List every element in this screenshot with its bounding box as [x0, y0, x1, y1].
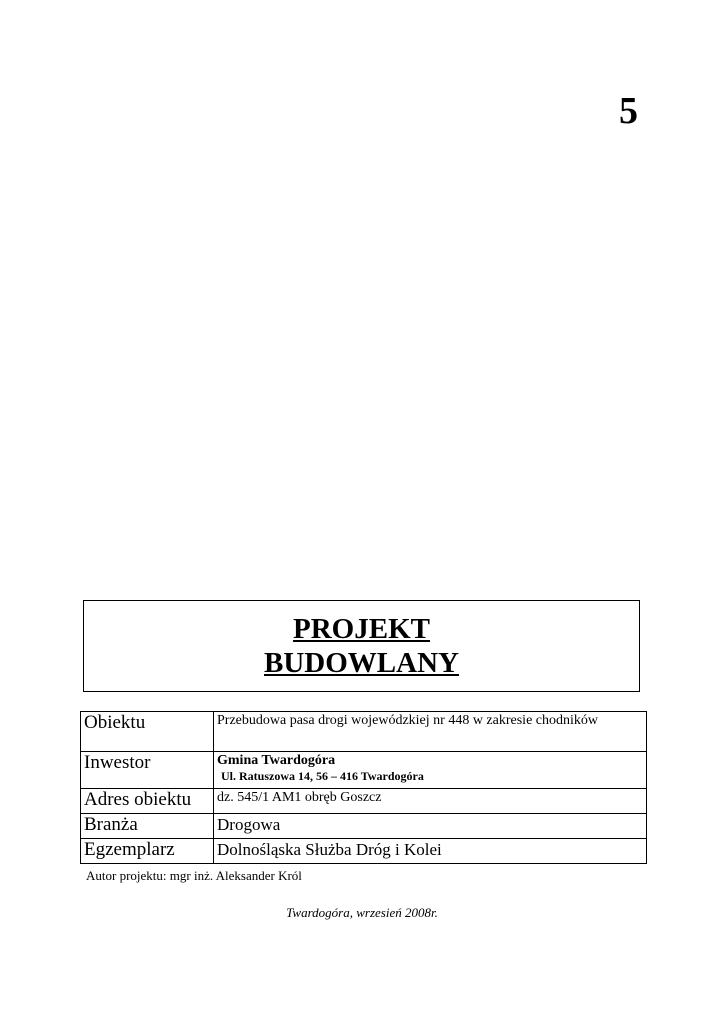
inwestor-name: Gmina Twardogóra	[217, 753, 336, 768]
inwestor-address: Ul. Ratuszowa 14, 56 – 416 Twardogóra	[221, 769, 424, 783]
table-row-obiektu	[81, 712, 647, 752]
value-inwestor	[214, 752, 647, 789]
place-date: Twardogóra, wrzesień 2008r.	[286, 905, 438, 920]
title-line-1: PROJEKT	[293, 613, 430, 645]
author-line: Autor projektu: mgr inż. Aleksander Król	[86, 868, 302, 883]
table-row-inwestor	[81, 752, 647, 789]
label-inwestor: Inwestor	[81, 752, 214, 789]
value-obiektu: Przebudowa pasa drogi wojewódzkiej nr 448 w zakresie chodników	[214, 712, 647, 752]
label-branza: Branża	[81, 814, 214, 839]
value-adres: dz. 545/1 AM1 obręb Goszcz	[214, 789, 647, 814]
label-egzemplarz: Egzemplarz	[81, 839, 214, 864]
table-row-egzemplarz	[81, 839, 647, 864]
table-row-adres	[81, 789, 647, 814]
value-branza: Drogowa	[214, 814, 647, 839]
value-egzemplarz: Dolnośląska Służba Dróg i Kolei	[214, 839, 647, 864]
title-line-2: BUDOWLANY	[264, 647, 459, 679]
page-number: 5	[619, 90, 638, 132]
project-info-table	[80, 711, 647, 864]
title-box	[83, 600, 640, 692]
label-obiektu: Obiektu	[81, 712, 214, 752]
table-row-branza	[81, 814, 647, 839]
label-adres: Adres obiektu	[81, 789, 214, 814]
